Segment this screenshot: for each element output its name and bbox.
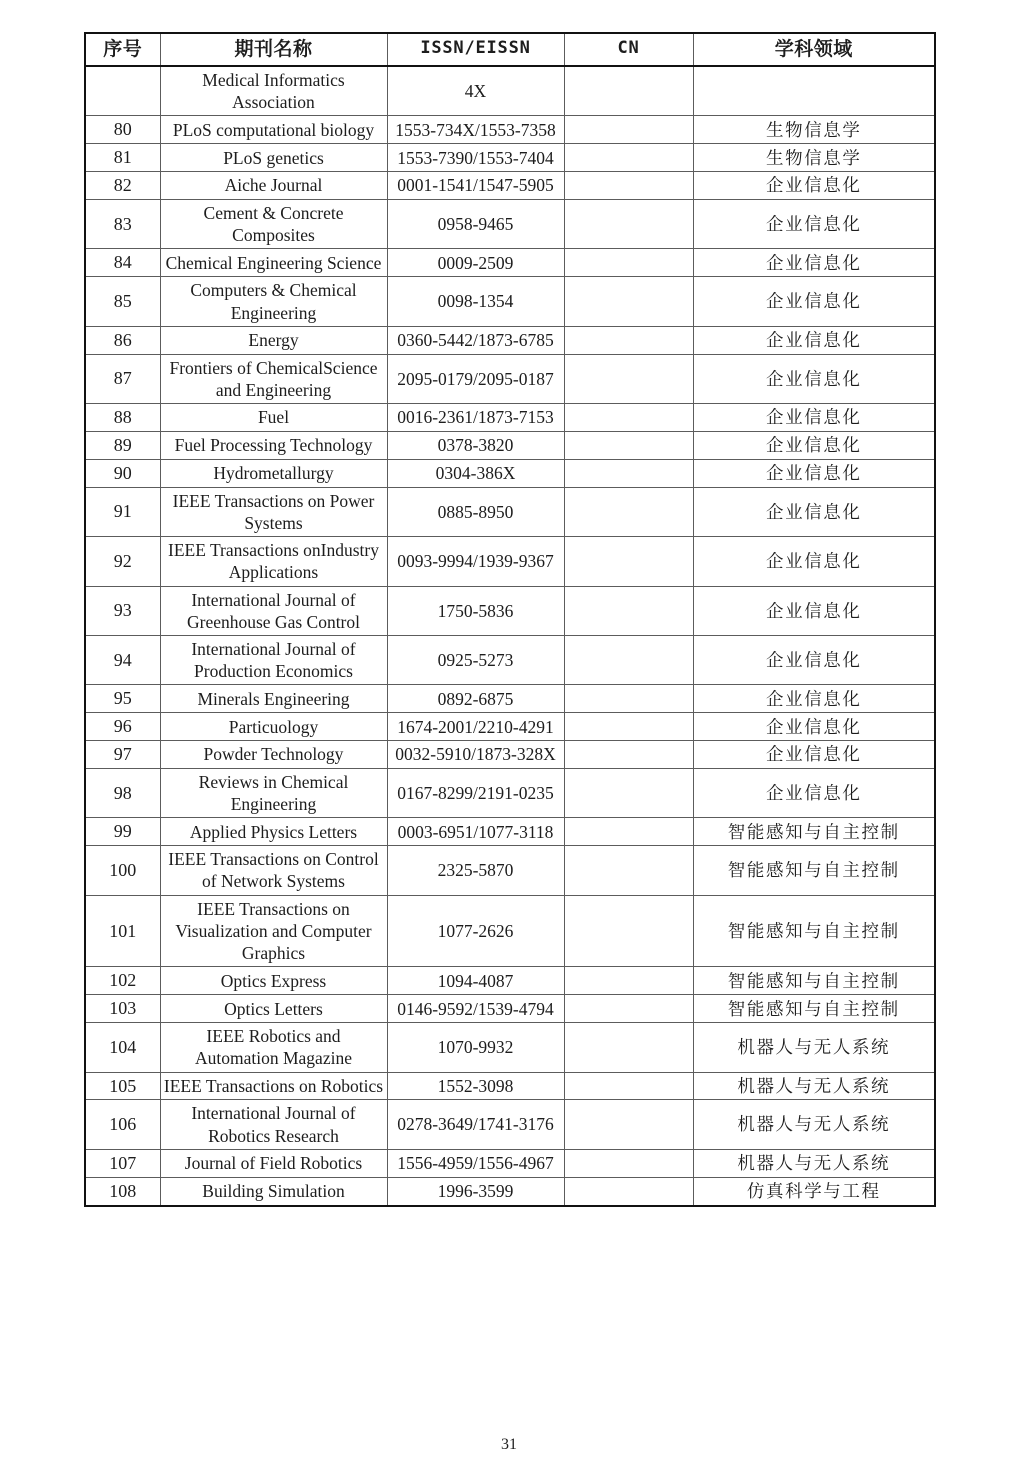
cell-index: 97 — [85, 741, 160, 769]
cell-cn — [564, 487, 693, 536]
cell-index: 96 — [85, 713, 160, 741]
cell-journal-name: PLoS computational biology — [160, 116, 387, 144]
cell-cn — [564, 818, 693, 846]
cell-subject-field: 智能感知与自主控制 — [693, 967, 935, 995]
cell-journal-name: Fuel Processing Technology — [160, 431, 387, 459]
cell-index: 94 — [85, 635, 160, 684]
table-row — [85, 144, 935, 172]
cell-cn — [564, 249, 693, 277]
cell-journal-name: Building Simulation — [160, 1177, 387, 1205]
cell-subject-field: 智能感知与自主控制 — [693, 895, 935, 967]
cell-index: 83 — [85, 200, 160, 249]
table-row — [85, 172, 935, 200]
cell-index: 81 — [85, 144, 160, 172]
cell-index: 100 — [85, 846, 160, 895]
table-row — [85, 1149, 935, 1177]
cell-subject-field: 企业信息化 — [693, 431, 935, 459]
cell-index: 95 — [85, 685, 160, 713]
table-row — [85, 635, 935, 684]
cell-journal-name: IEEE Robotics and Automation Magazine — [160, 1023, 387, 1072]
cell-cn — [564, 1177, 693, 1205]
cell-journal-name: Reviews in Chemical Engineering — [160, 768, 387, 817]
cell-index: 90 — [85, 459, 160, 487]
cell-cn — [564, 635, 693, 684]
cell-journal-name: Journal of Field Robotics — [160, 1149, 387, 1177]
table-row — [85, 768, 935, 817]
cell-subject-field: 企业信息化 — [693, 249, 935, 277]
table-row — [85, 459, 935, 487]
cell-index: 106 — [85, 1100, 160, 1149]
cell-subject-field: 企业信息化 — [693, 635, 935, 684]
cell-subject-field: 企业信息化 — [693, 768, 935, 817]
cell-index: 80 — [85, 116, 160, 144]
cell-journal-name: International Journal of Robotics Research — [160, 1100, 387, 1149]
cell-issn: 1077-2626 — [387, 895, 564, 967]
cell-index: 105 — [85, 1072, 160, 1100]
table-header-row — [85, 33, 935, 66]
cell-cn — [564, 713, 693, 741]
cell-issn: 0098-1354 — [387, 277, 564, 326]
cell-journal-name: IEEE Transactions onIndustry Applications — [160, 537, 387, 586]
cell-journal-name: Optics Letters — [160, 995, 387, 1023]
table-header — [85, 33, 935, 66]
cell-issn: 0146-9592/1539-4794 — [387, 995, 564, 1023]
cell-issn: 0278-3649/1741-3176 — [387, 1100, 564, 1149]
cell-subject-field: 机器人与无人系统 — [693, 1072, 935, 1100]
cell-issn: 1674-2001/2210-4291 — [387, 713, 564, 741]
cell-subject-field: 企业信息化 — [693, 404, 935, 432]
cell-subject-field: 智能感知与自主控制 — [693, 995, 935, 1023]
column-header-subject-field: 学科领域 — [693, 33, 935, 66]
cell-journal-name: Medical Informatics Association — [160, 66, 387, 116]
cell-subject-field: 企业信息化 — [693, 459, 935, 487]
cell-issn: 0304-386X — [387, 459, 564, 487]
cell-index: 107 — [85, 1149, 160, 1177]
cell-journal-name: Chemical Engineering Science — [160, 249, 387, 277]
cell-journal-name: Cement & Concrete Composites — [160, 200, 387, 249]
table-row — [85, 741, 935, 769]
table-row — [85, 404, 935, 432]
cell-cn — [564, 967, 693, 995]
cell-index: 84 — [85, 249, 160, 277]
table-body — [85, 66, 935, 1206]
cell-index: 91 — [85, 487, 160, 536]
table-row — [85, 277, 935, 326]
cell-cn — [564, 404, 693, 432]
cell-index: 104 — [85, 1023, 160, 1072]
table-row — [85, 1072, 935, 1100]
cell-journal-name: Minerals Engineering — [160, 685, 387, 713]
cell-subject-field: 企业信息化 — [693, 277, 935, 326]
table-row — [85, 713, 935, 741]
cell-issn: 0378-3820 — [387, 431, 564, 459]
table-row — [85, 1177, 935, 1205]
cell-journal-name: Particuology — [160, 713, 387, 741]
cell-issn: 0009-2509 — [387, 249, 564, 277]
cell-issn: 1750-5836 — [387, 586, 564, 635]
cell-issn: 0093-9994/1939-9367 — [387, 537, 564, 586]
table-row — [85, 846, 935, 895]
cell-issn: 0032-5910/1873-328X — [387, 741, 564, 769]
cell-journal-name: PLoS genetics — [160, 144, 387, 172]
cell-issn: 0958-9465 — [387, 200, 564, 249]
cell-journal-name: Computers & Chemical Engineering — [160, 277, 387, 326]
cell-subject-field: 仿真科学与工程 — [693, 1177, 935, 1205]
cell-cn — [564, 741, 693, 769]
cell-cn — [564, 586, 693, 635]
cell-cn — [564, 277, 693, 326]
cell-index: 86 — [85, 326, 160, 354]
cell-issn: 0925-5273 — [387, 635, 564, 684]
cell-journal-name: IEEE Transactions on Power Systems — [160, 487, 387, 536]
cell-index: 88 — [85, 404, 160, 432]
cell-cn — [564, 768, 693, 817]
column-header-journal-name: 期刊名称 — [160, 33, 387, 66]
cell-index: 87 — [85, 354, 160, 403]
cell-journal-name: Frontiers of ChemicalScience and Engineering — [160, 354, 387, 403]
cell-index — [85, 66, 160, 116]
table-row — [85, 967, 935, 995]
cell-index: 102 — [85, 967, 160, 995]
page-number: 31 — [501, 1436, 517, 1453]
cell-cn — [564, 459, 693, 487]
cell-issn: 1556-4959/1556-4967 — [387, 1149, 564, 1177]
cell-subject-field: 企业信息化 — [693, 354, 935, 403]
column-header-issn: ISSN/EISSN — [387, 33, 564, 66]
cell-issn: 0003-6951/1077-3118 — [387, 818, 564, 846]
cell-issn: 0167-8299/2191-0235 — [387, 768, 564, 817]
cell-subject-field: 企业信息化 — [693, 200, 935, 249]
cell-index: 98 — [85, 768, 160, 817]
cell-journal-name: Hydrometallurgy — [160, 459, 387, 487]
cell-index: 103 — [85, 995, 160, 1023]
table-row — [85, 66, 935, 116]
cell-subject-field — [693, 66, 935, 116]
cell-index: 82 — [85, 172, 160, 200]
cell-issn: 2095-0179/2095-0187 — [387, 354, 564, 403]
table-row — [85, 995, 935, 1023]
cell-journal-name: Fuel — [160, 404, 387, 432]
journal-list-table — [84, 32, 936, 1207]
cell-issn: 2325-5870 — [387, 846, 564, 895]
cell-subject-field: 智能感知与自主控制 — [693, 846, 935, 895]
table-row — [85, 326, 935, 354]
cell-journal-name: Optics Express — [160, 967, 387, 995]
cell-cn — [564, 846, 693, 895]
cell-issn: 1553-734X/1553-7358 — [387, 116, 564, 144]
column-header-cn: CN — [564, 33, 693, 66]
table-row — [85, 685, 935, 713]
cell-cn — [564, 1149, 693, 1177]
cell-journal-name: Aiche Journal — [160, 172, 387, 200]
cell-index: 89 — [85, 431, 160, 459]
cell-issn: 1070-9932 — [387, 1023, 564, 1072]
cell-index: 101 — [85, 895, 160, 967]
cell-index: 85 — [85, 277, 160, 326]
cell-subject-field: 企业信息化 — [693, 586, 935, 635]
cell-journal-name: Energy — [160, 326, 387, 354]
cell-subject-field: 企业信息化 — [693, 172, 935, 200]
cell-journal-name: IEEE Transactions on Control of Network Systems — [160, 846, 387, 895]
table-row — [85, 431, 935, 459]
cell-subject-field: 生物信息学 — [693, 116, 935, 144]
cell-journal-name: IEEE Transactions on Visualization and Computer Graphics — [160, 895, 387, 967]
cell-subject-field: 机器人与无人系统 — [693, 1023, 935, 1072]
cell-issn: 1996-3599 — [387, 1177, 564, 1205]
table-row — [85, 818, 935, 846]
cell-issn: 0892-6875 — [387, 685, 564, 713]
cell-journal-name: International Journal of Production Economics — [160, 635, 387, 684]
cell-cn — [564, 895, 693, 967]
cell-cn — [564, 172, 693, 200]
cell-subject-field: 企业信息化 — [693, 537, 935, 586]
cell-issn: 4X — [387, 66, 564, 116]
cell-subject-field: 机器人与无人系统 — [693, 1149, 935, 1177]
cell-index: 92 — [85, 537, 160, 586]
cell-issn: 0001-1541/1547-5905 — [387, 172, 564, 200]
cell-journal-name: Applied Physics Letters — [160, 818, 387, 846]
cell-subject-field: 机器人与无人系统 — [693, 1100, 935, 1149]
cell-cn — [564, 326, 693, 354]
cell-cn — [564, 537, 693, 586]
cell-cn — [564, 995, 693, 1023]
cell-subject-field: 企业信息化 — [693, 326, 935, 354]
cell-cn — [564, 66, 693, 116]
table-row — [85, 116, 935, 144]
cell-index: 99 — [85, 818, 160, 846]
cell-cn — [564, 1072, 693, 1100]
cell-index: 108 — [85, 1177, 160, 1205]
cell-cn — [564, 685, 693, 713]
table-row — [85, 895, 935, 967]
cell-index: 93 — [85, 586, 160, 635]
cell-journal-name: IEEE Transactions on Robotics — [160, 1072, 387, 1100]
cell-cn — [564, 354, 693, 403]
cell-issn: 0016-2361/1873-7153 — [387, 404, 564, 432]
table-row — [85, 354, 935, 403]
table-row — [85, 200, 935, 249]
cell-subject-field: 智能感知与自主控制 — [693, 818, 935, 846]
cell-subject-field: 企业信息化 — [693, 741, 935, 769]
cell-cn — [564, 116, 693, 144]
table-row — [85, 487, 935, 536]
cell-cn — [564, 200, 693, 249]
cell-subject-field: 企业信息化 — [693, 685, 935, 713]
cell-issn: 0360-5442/1873-6785 — [387, 326, 564, 354]
table-row — [85, 1023, 935, 1072]
cell-issn: 1553-7390/1553-7404 — [387, 144, 564, 172]
cell-cn — [564, 431, 693, 459]
cell-subject-field: 生物信息学 — [693, 144, 935, 172]
cell-subject-field: 企业信息化 — [693, 487, 935, 536]
cell-journal-name: Powder Technology — [160, 741, 387, 769]
cell-cn — [564, 144, 693, 172]
table-row — [85, 586, 935, 635]
cell-issn: 0885-8950 — [387, 487, 564, 536]
cell-cn — [564, 1023, 693, 1072]
table-row — [85, 1100, 935, 1149]
cell-journal-name: International Journal of Greenhouse Gas Control — [160, 586, 387, 635]
cell-issn: 1094-4087 — [387, 967, 564, 995]
table-row — [85, 249, 935, 277]
table-row — [85, 537, 935, 586]
cell-issn: 1552-3098 — [387, 1072, 564, 1100]
cell-subject-field: 企业信息化 — [693, 713, 935, 741]
cell-cn — [564, 1100, 693, 1149]
column-header-index: 序号 — [85, 33, 160, 66]
